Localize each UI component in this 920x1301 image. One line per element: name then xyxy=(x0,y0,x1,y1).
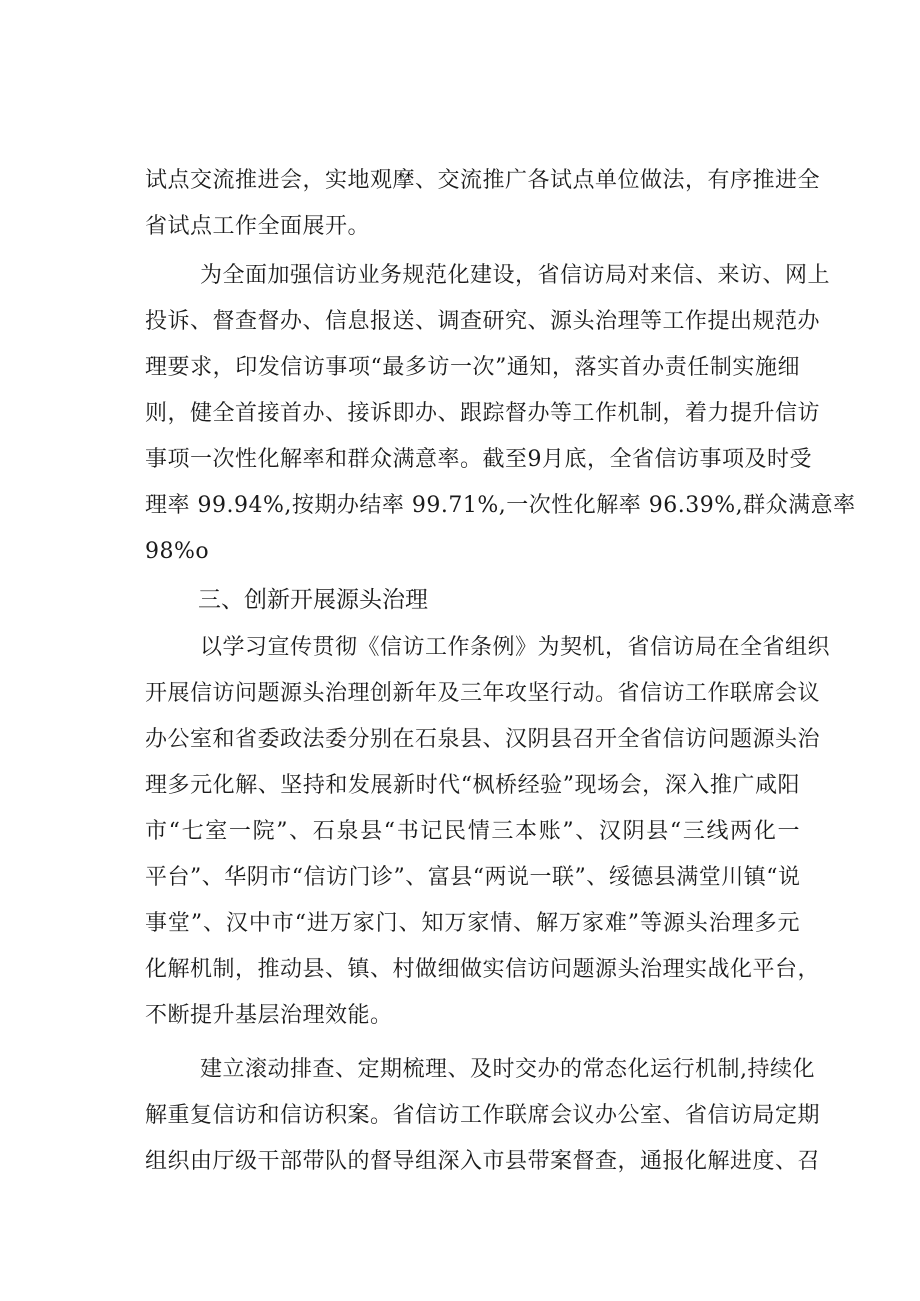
text-line: 理率 99.94%,按期办结率 99.71%,一次性化解率 96.39%,群众满意率 xyxy=(145,493,856,518)
text-line: 事堂”、汉中市“进万家门、知万家情、解万家难”等源头治理多元 xyxy=(145,911,800,936)
text-line: 投诉、督查督办、信息报送、调查研究、源头治理等工作提出规范办 xyxy=(145,309,821,334)
text-line: 组织由厅级干部带队的督导组深入市县带案督查，通报化解进度、召 xyxy=(145,1149,821,1174)
paragraph-pilot-continuation xyxy=(145,158,821,250)
paragraph-source-governance xyxy=(145,625,831,1039)
text-line: 省试点工作全面展开。 xyxy=(145,214,371,239)
text-line: 事项一次性化解率和群众满意率。截至9月底，全省信访事项及时受 xyxy=(145,447,812,472)
text-line: 理多元化解、坚持和发展新时代“枫桥经验”现场会，深入推广咸阳 xyxy=(145,773,800,798)
text-line: 解重复信访和信访积案。省信访工作联席会议办公室、省信访局定期 xyxy=(145,1103,821,1128)
text-line: 以学习宣传贯彻《信访工作条例》为契机，省信访局在全省组织 xyxy=(200,635,831,660)
text-line: 理要求，印发信访事项“最多访一次”通知，落实首办责任制实施细 xyxy=(145,355,800,380)
text-line: 98%o xyxy=(145,539,210,564)
paragraph-standardization xyxy=(145,253,856,575)
text-line: 平台”、华阴市“信访门诊”、富县“两说一联”、绥德县满堂川镇“说 xyxy=(145,865,801,890)
text-line: 办公室和省委政法委分别在石泉县、汉阴县召开全省信访问题源头治 xyxy=(145,727,821,752)
document-page xyxy=(145,158,856,1185)
text-line: 建立滚动排查、定期梳理、及时交办的常态化运行机制,持续化 xyxy=(200,1057,815,1082)
text-line: 则，健全首接首办、接诉即办、跟踪督办等工作机制，着力提升信访 xyxy=(145,401,821,426)
text-line: 市“七室一院”、石泉县“书记民情三本账”、汉阴县“三线两化一 xyxy=(145,819,800,844)
paragraph-rolling-review xyxy=(145,1047,821,1185)
text-line: 不断提升基层治理效能。 xyxy=(145,1003,393,1028)
text-line: 为全面加强信访业务规范化建设，省信访局对来信、来访、网上 xyxy=(200,263,831,288)
text-line: 化解机制，推动县、镇、村做细做实信访问题源头治理实战化平台， xyxy=(145,957,821,982)
section-heading: 三、创新开展源头治理 xyxy=(198,587,428,613)
text-line: 试点交流推进会，实地观摩、交流推广各试点单位做法，有序推进全 xyxy=(145,168,821,193)
text-line: 开展信访问题源头治理创新年及三年攻坚行动。省信访工作联席会议 xyxy=(145,681,821,706)
